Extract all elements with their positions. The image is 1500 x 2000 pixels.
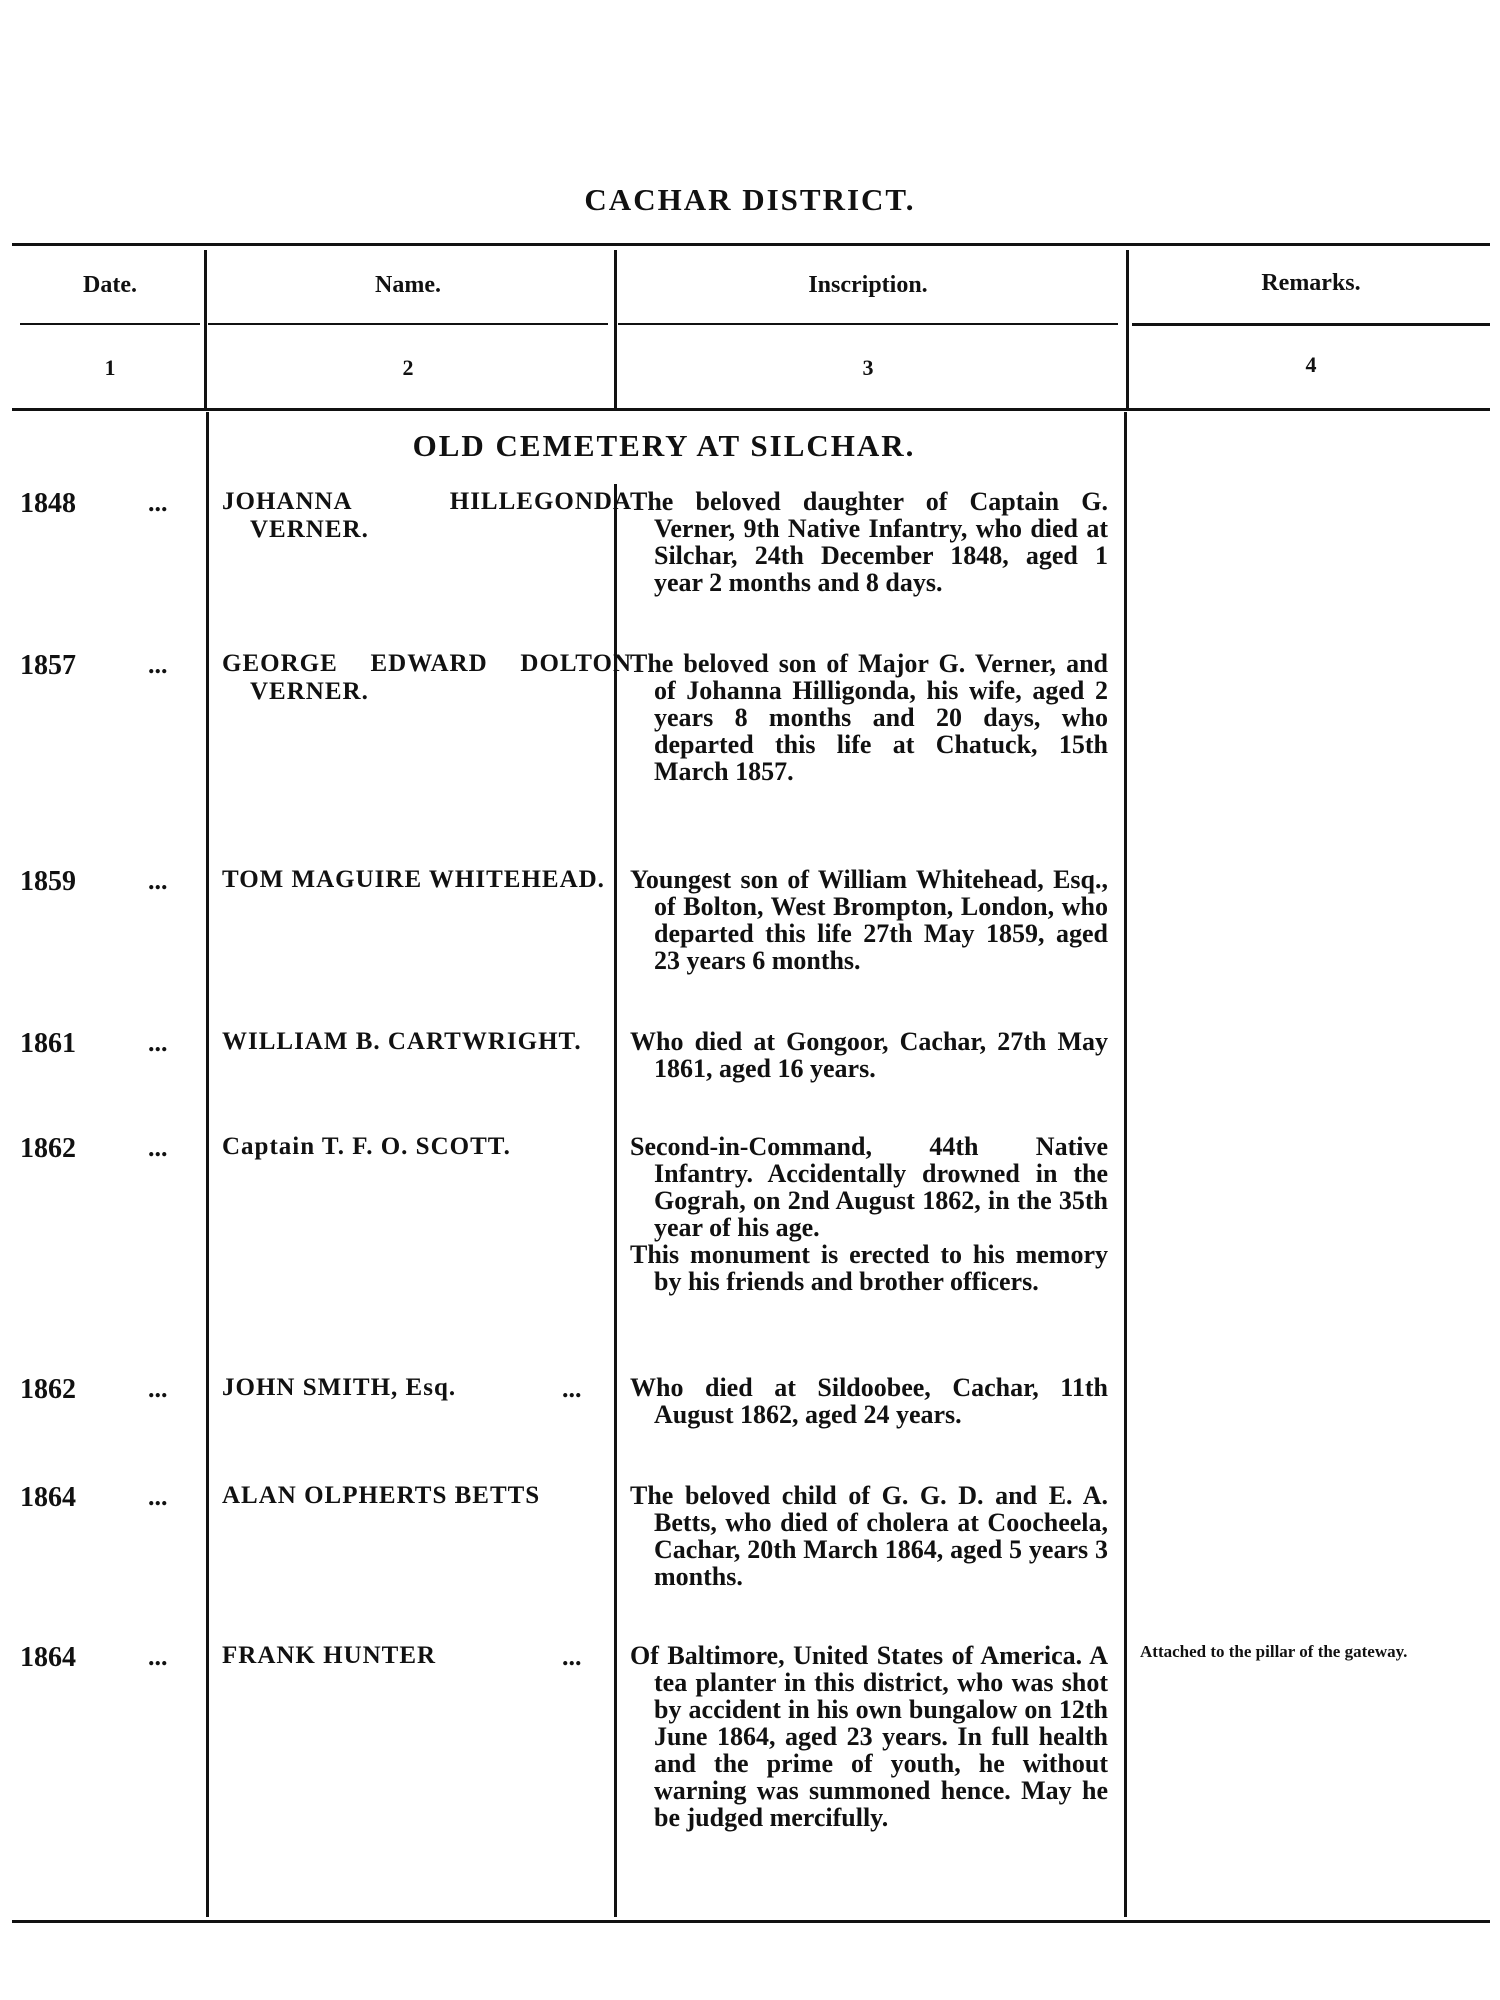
inscription-paragraph: Youngest son of William Whitehead, Esq., of Bolton, West Brompton, London, who departed this life 27th May 1859, aged 23 years 6 months.: [630, 865, 1108, 975]
leader-dots: ...: [148, 1133, 168, 1162]
entry-name: FRANK HUNTER: [222, 1642, 437, 1669]
inscription-paragraph: Who died at Gongoor, Cachar, 27th May 1861, aged 16 years.: [630, 1027, 1108, 1083]
name-leader-dots: ...: [562, 1374, 582, 1403]
entry-name: ALAN OLPHERTS BETTS: [222, 1482, 541, 1509]
column-number-rule: [12, 408, 1490, 411]
header-inscription: Inscription.: [808, 272, 928, 298]
leader-dots: ...: [148, 488, 168, 517]
top-rule: [12, 243, 1490, 246]
bottom-rule: [12, 1920, 1490, 1923]
column-number-4: 4: [1305, 352, 1317, 377]
entry-inscription: [630, 650, 1108, 785]
leader-dots: ...: [148, 866, 168, 895]
entry-inscription: [630, 1642, 1108, 1831]
entry-inscription: [630, 488, 1108, 596]
inscription-paragraph: The beloved son of Major G. Verner, and of Johanna Hilligonda, his wife, aged 2 years 8 months and 20 days, who departed this life at Chatuck, 15th March 1857.: [630, 649, 1108, 786]
name-leader-dots: ...: [562, 1642, 582, 1671]
leader-dots: ...: [148, 1028, 168, 1057]
inscription-paragraph: This monument is erected to his memory by his friends and brother officers.: [630, 1240, 1108, 1296]
leader-dots: ...: [148, 1482, 168, 1511]
header-name: Name.: [375, 272, 441, 298]
entry-inscription: [630, 1133, 1108, 1295]
header-rule-inscription: [618, 323, 1118, 325]
entry-name: TOM MAGUIRE WHITEHEAD.: [222, 866, 605, 893]
entry-name: Captain T. F. O. SCOTT.: [222, 1133, 511, 1160]
entry-date: 1861: [20, 1028, 76, 1059]
column-number-1: 1: [104, 355, 116, 380]
entry-date: 1864: [20, 1642, 76, 1673]
entry-date: 1857: [20, 650, 76, 681]
entry-date: 1862: [20, 1374, 76, 1405]
entry-inscription: [630, 1482, 1108, 1590]
header-rule-date: [20, 323, 200, 325]
entry-name: WILLIAM B. CARTWRIGHT.: [222, 1028, 582, 1055]
leader-dots: ...: [148, 1642, 168, 1671]
inscription-paragraph: Of Baltimore, United States of America. A tea planter in this district, who was shot by accident in his own bungalow on 12th June 1864, aged 23 years. In full health and the prime of youth, he without warning was summoned hence. May he be judged mercifully.: [630, 1641, 1108, 1832]
leader-dots: ...: [148, 1374, 168, 1403]
entry-date: 1848: [20, 488, 76, 519]
column-number-3: 3: [862, 355, 874, 380]
entry-name: JOHANNA HILLEGONDA VERNER.: [222, 488, 632, 543]
header-divider-1: [204, 250, 207, 410]
entry-inscription: [630, 1374, 1108, 1428]
header-divider-3: [1126, 250, 1129, 410]
inscription-paragraph: Second-in-Command, 44th Native Infantry. Accidentally drowned in the Gograh, on 2nd August 1862, in the 35th year of his age.: [630, 1132, 1108, 1242]
header-rule-name: [208, 323, 608, 325]
entry-name: JOHN SMITH, Esq.: [222, 1374, 457, 1401]
inscription-paragraph: The beloved child of G. G. D. and E. A. Betts, who died of cholera at Coocheela, Cachar, 20th March 1864, aged 5 years 3 months.: [630, 1481, 1108, 1591]
page-title: CACHAR DISTRICT.: [584, 182, 916, 217]
entry-date: 1862: [20, 1133, 76, 1164]
entry-inscription: [630, 866, 1108, 974]
entry-remarks: Attached to the pillar of the gateway.: [1140, 1642, 1408, 1661]
entry-inscription: [630, 1028, 1108, 1082]
header-rule-remarks: [1132, 323, 1490, 326]
body-divider-1: [206, 412, 209, 1917]
body-divider-3: [1124, 412, 1127, 1917]
leader-dots: ...: [148, 650, 168, 679]
entry-date: 1859: [20, 866, 76, 897]
section-title: OLD CEMETERY AT SILCHAR.: [412, 428, 916, 463]
header-remarks: Remarks.: [1261, 270, 1361, 296]
inscription-paragraph: The beloved daughter of Captain G. Verner, 9th Native Infantry, who died at Silchar, 24th December 1848, aged 1 year 2 months and 8 days.: [630, 487, 1108, 597]
header-date: Date.: [83, 272, 137, 298]
header-divider-2: [614, 250, 617, 410]
inscription-paragraph: Who died at Sildoobee, Cachar, 11th August 1862, aged 24 years.: [630, 1373, 1108, 1429]
column-number-2: 2: [402, 355, 414, 380]
entry-date: 1864: [20, 1482, 76, 1513]
entry-name: GEORGE EDWARD DOLTON VERNER.: [222, 650, 632, 705]
